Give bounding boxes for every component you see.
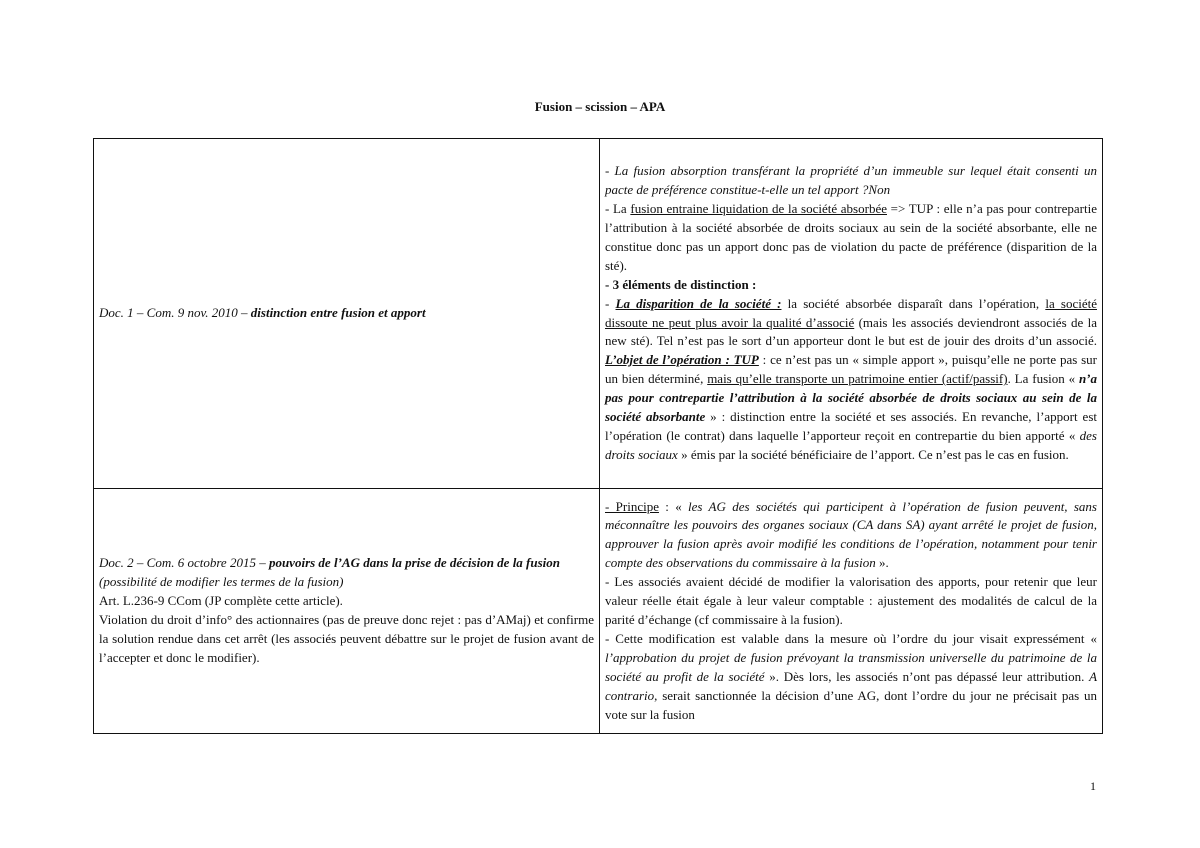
doc-1-notes bbox=[600, 139, 1103, 489]
doc-2-paragraph-3: - Cette modification est valable dans la mesure où l’ordre du jour visait expressément « l’approbation du projet de fusion prévoyant la transmission universelle du patrimoine de la société au profit de la société ». Dès lors, les associés n’ont pas dépassé leur attribution. A contrario, serait sanctionnée la décision d’une AG, dont l’ordre du jour ne précisait pas un vote sur la fusion bbox=[605, 630, 1098, 722]
document-title: Fusion – scission – APA bbox=[534, 99, 666, 114]
doc-2-principle: - Principe : « les AG des sociétés qui participent à l’opération de fusion peuvent, sans méconnaître les pouvoirs des organes sociaux (CA dans SA) ayant arrêté le projet de fusion, approuver la fusion après avoir modifié les conditions de l’opération, notamment pour tenir compte des observations du commissaire à la fusion ». bbox=[605, 498, 1097, 571]
page-number: 1 bbox=[1090, 779, 1096, 793]
doc-2-cell bbox=[94, 489, 600, 734]
doc-2-title: Doc. 2 – Com. 6 octobre 2015 – pouvoirs de l’AG dans la prise de décision de la fusion (possibilité de modifier les termes de la fusion) bbox=[99, 555, 561, 590]
doc-2-article: Art. L.236-9 CCom (JP complète cette article). bbox=[99, 593, 343, 609]
doc-2-notes bbox=[600, 489, 1103, 734]
table-row bbox=[94, 489, 1103, 734]
doc-2-paragraph-2: - Les associés avaient décidé de modifier la valorisation des apports, pour retenir que leur valeur réelle était égale à leur valeur comptable : ajustement des modalités de calcul de la parité d’échange (cf commissaire à la fusion). bbox=[605, 574, 1097, 627]
table-row bbox=[94, 139, 1103, 489]
doc-1-reference: Doc. 1 – Com. 9 nov. 2010 – bbox=[99, 305, 251, 321]
doc-1-subheading: - 3 éléments de distinction : bbox=[605, 276, 757, 292]
case-table bbox=[93, 138, 1103, 734]
doc-2-summary: Violation du droit d’info° des actionnaires (pas de preuve donc rejet : pas d’AMaj) et confirme la solution rendue dans cet arrêt (les associés peuvent débattre sur le projet de fusion avant de l’accepter et donc le modifier). bbox=[99, 612, 594, 665]
doc-1-heading: distinction entre fusion et apport bbox=[250, 305, 426, 321]
doc-1-paragraph-2: - La fusion entraine liquidation de la société absorbée => TUP : elle n’a pas pour contrepartie l’attribution à la société absorbée de droits sociaux au sein de la société absorbante, elle ne constitue donc pas un apport donc pas de violation du pacte de préférence (disparition de la sté). bbox=[605, 201, 1097, 273]
doc-1-question: - La fusion absorption transférant la propriété d’un immeuble sur lequel était consenti un pacte de préférence constitue-t-elle un tel apport ?Non bbox=[605, 163, 1097, 198]
doc-1-paragraph-4: - La disparition de la société : la société absorbée disparaît dans l’opération, la société dissoute ne peut plus avoir la qualité d’associé (mais les associés deviendront associés de la new sté). Tel n’est pas le sort d’un apporteur dont le but est de jouir des droits d’un associé. L’objet de l’opération : TUP : ce n’est pas un « simple apport », puisqu’elle ne porte pas sur un bien déterminé, mais qu’elle transporte un patrimoine entier (actif/passif). La fusion « n’a pas pour contrepartie l’attribution à la société absorbée de droits sociaux au sein de la société absorbante » : distinction entre la société et ses associés. En revanche, l’apport est l’opération (le contrat) dans laquelle l’apporteur reçoit en contrepartie du bien apporté « des droits sociaux » émis par la société bénéficiaire de l’apport. Ce n’est pas le cas en fusion. bbox=[605, 295, 1098, 462]
doc-1-cell bbox=[94, 139, 600, 489]
